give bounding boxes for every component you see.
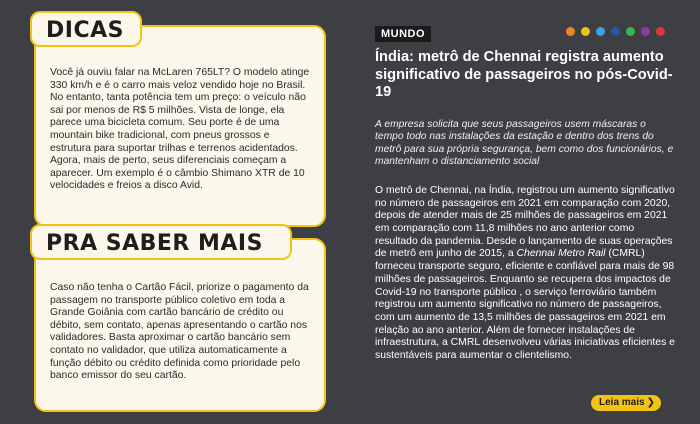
saber-mais-body: Caso não tenha o Cartão Fácil, priorize o pagamento da passagem no transporte público coletivo em toda a Grande Goiânia com cartão bancário de crédito ou débito, sem contato, apenas apresentando o cartão nos validadores. Basta aproximar o cartão bancário sem contato no validador, que utiliza automaticamente a função débito ou crédito definida como prioridade pelo banco emissor do seu cartão.	[50, 282, 309, 382]
saber-mais-card	[34, 231, 326, 412]
article-body-em: Chennai Metro Rail	[516, 248, 606, 260]
news-article	[375, 24, 675, 363]
section-badge: MUNDO	[375, 26, 431, 42]
article-body-part2: (CMRL) forneceu transporte seguro, eficiente e confiável para mais de 98 milhões de passageiros. Enquanto se recupera dos impactos de Covid-19 no transporte público , o serviço ferroviário também registrou um aumento significativo no número de passageiros, com um aumento de 13,5 milhões de passageiros em 2021 em relação ao ano anterior. Além de fornecer instalações de infraestrutura, a CMRL desenvolveu várias iniciativas eficientes e sustentáveis para aumentar o clientelismo.	[375, 248, 675, 362]
dicas-body: Você já ouviu falar na McLaren 765LT? O modelo atinge 330 km/h e é o carro mais veloz vendido hoje no Brasil. No entanto, tanta potência tem um preço: o veículo não sai por menos de R$ 5 milhões. Vista de longe, ela parece uma bicicleta comum. Seu porte é de uma mountain bike tradicional, com pneus grossos e estrutura para suportar trilhas e terrenos acidentados. Agora, mais de perto, seus diferenciais começam a aparecer. Um exemplo é o câmbio Shimano XTR de 10 velocidades e freios a disco Avid.	[50, 67, 310, 192]
article-body-part1: O metrô de Chennai, na Índia, registrou um aumento significativo no número de passageiros em 2021 em comparação com 2020, depois de atender mais de 25 milhões de passageiros em 2021 em comparação com 11,8 milhões no ano anterior como resultado da pandemia. Desde o lançamento de suas operações de metrô em junho de 2015, a	[375, 184, 675, 260]
read-more-label: Leia mais	[599, 397, 645, 408]
chevron-right-icon: ❯	[646, 397, 655, 408]
article-headline[interactable]: Índia: metrô de Chennai registra aumento significativo de passageiros no pós-Covid-19	[375, 49, 673, 100]
saber-mais-title: PRA SABER MAIS	[30, 224, 292, 260]
article-body	[375, 185, 675, 363]
dicas-title: DICAS	[30, 11, 142, 47]
dicas-card	[34, 18, 326, 227]
article-lede: A empresa solicita que seus passageiros usem máscaras o tempo todo nas instalações da estação e dentro dos trens do metrô para sua própria segurança, bem como dos funcionários, e mantenham o distanciamento social	[375, 118, 674, 168]
read-more-button[interactable]	[591, 395, 661, 411]
